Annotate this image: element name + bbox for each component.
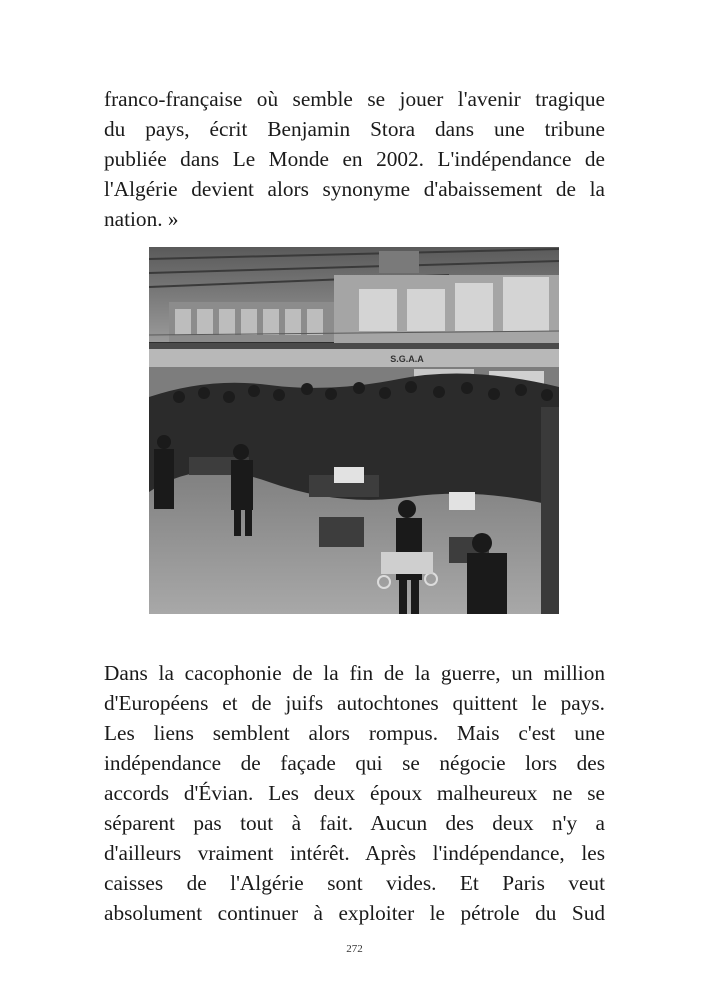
text-line: Dans la cacophonie de la fin de la guerre, un million <box>104 661 605 685</box>
paragraph-top <box>104 84 605 234</box>
text-line: indépendance de façade qui se négocie lors des <box>104 751 605 775</box>
text-line: absolument continuer à exploiter le pétrole du Sud <box>104 901 605 925</box>
text-line: d'Européens et de juifs autochtones quittent le pays. <box>104 691 605 715</box>
text-line: d'ailleurs vraiment intérêt. Après l'indépendance, les <box>104 841 605 865</box>
text-line: franco-française où semble se jouer l'avenir tragique <box>104 87 605 111</box>
photo-airport-crowd <box>149 247 559 614</box>
text-line: du pays, écrit Benjamin Stora dans une tribune <box>104 117 605 141</box>
text-line: séparent pas tout à fait. Aucun des deux n'y a <box>104 811 605 835</box>
photo-illustration <box>149 247 559 614</box>
text-line: caisses de l'Algérie sont vides. Et Paris veut <box>104 871 605 895</box>
text-line: publiée dans Le Monde en 2002. L'indépendance de <box>104 147 605 171</box>
text-line: l'Algérie devient alors synonyme d'abaissement de la <box>104 177 605 201</box>
text-line: nation. » <box>104 207 179 231</box>
text-line: Les liens semblent alors rompus. Mais c'est une <box>104 721 605 745</box>
sign-text: S.G.A.A <box>390 354 424 364</box>
paragraph-bottom <box>104 658 605 928</box>
text-line: accords d'Évian. Les deux époux malheureux ne se <box>104 781 605 805</box>
page-number: 272 <box>346 943 363 955</box>
